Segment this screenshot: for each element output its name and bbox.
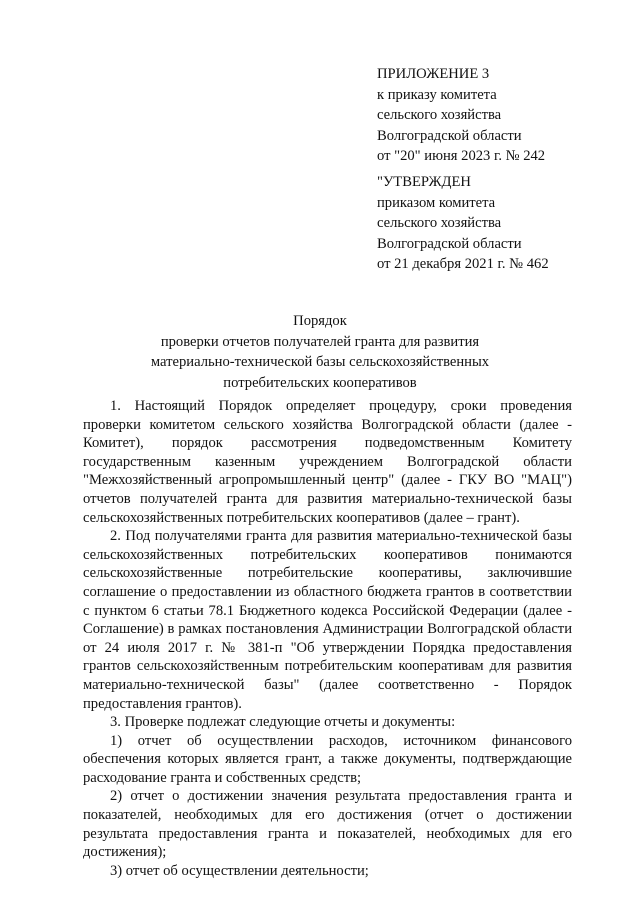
list-item-2: 2) отчет о достижении значения результата предоставления гранта и показателей, необходимых для его достижения (отчет о достижении результата предоставления гранта и показателей, необходимых для его достижения);	[83, 788, 572, 861]
approved-title: "УТВЕРЖДЕН	[377, 174, 471, 190]
list-item-1: 1) отчет об осуществлении расходов, источником финансового обеспечения которых является грант, а также документы, подтверждающие расходование гранта и собственных средств;	[83, 732, 572, 786]
paragraph-1: 1. Настоящий Порядок определяет процедуру, сроки проведения проверки комитетом сельского хозяйства Волгоградской области (далее - Комитет), порядок рассмотрения подведомственным Комитету государственным казенным учреждением Волгоградской области "Межхозяйственный агропромышленный центр" (далее - ГКУ ВО "МАЦ") отчетов получателей гранта для развития материально-технической базы сельскохозяйственных потребительских кооперативов (далее – грант).	[83, 398, 572, 526]
title-line: потребительских кооперативов	[223, 374, 417, 391]
appendix-line: к приказу комитета	[377, 86, 497, 103]
list-item-3: 3) отчет об осуществлении деятельности;	[110, 862, 369, 879]
title-line: материально-технической базы сельскохозяйственных	[150, 354, 490, 370]
appendix-line: сельского хозяйства	[377, 107, 502, 123]
title-line: Порядок	[293, 313, 347, 329]
document-body	[83, 397, 572, 880]
title-line: проверки отчетов получателей гранта для развития	[160, 333, 480, 350]
document-title	[60, 311, 580, 393]
appendix-date-line: от "20" июня 2023 г. № 242	[377, 148, 546, 164]
approved-date-line: от 21 декабря 2021 г. № 462	[377, 256, 549, 272]
approved-line: сельского хозяйства	[377, 215, 502, 231]
approved-line: Волгоградской области	[377, 235, 522, 252]
paragraph-3: 3. Проверке подлежат следующие отчеты и документы:	[110, 714, 456, 731]
appendix-title: ПРИЛОЖЕНИЕ 3	[377, 66, 490, 82]
approved-line: приказом комитета	[377, 194, 496, 211]
appendix-line: Волгоградской области	[377, 127, 522, 144]
appendix-header	[377, 64, 627, 167]
approved-header	[377, 172, 627, 275]
paragraph-2: 2. Под получателями гранта для развития материально-технической базы сельскохозяйственных потребительских кооперативов понимаются сельскохозяйственные потребительские кооперативы, заключившие соглашение о предоставлении из областного бюджета грантов в соответствии с пунктом 6 статьи 78.1 Бюджетного кодекса Российской Федерации (далее - Соглашение) в рамках постановления Администрации Волгоградской области от 24 июля 2017 г. № 381-п "Об утверждении Порядка предоставления грантов сельскохозяйственным потребительским кооперативам для развития материально-технической базы" (далее соответственно - Порядок предоставления грантов).	[83, 528, 572, 712]
